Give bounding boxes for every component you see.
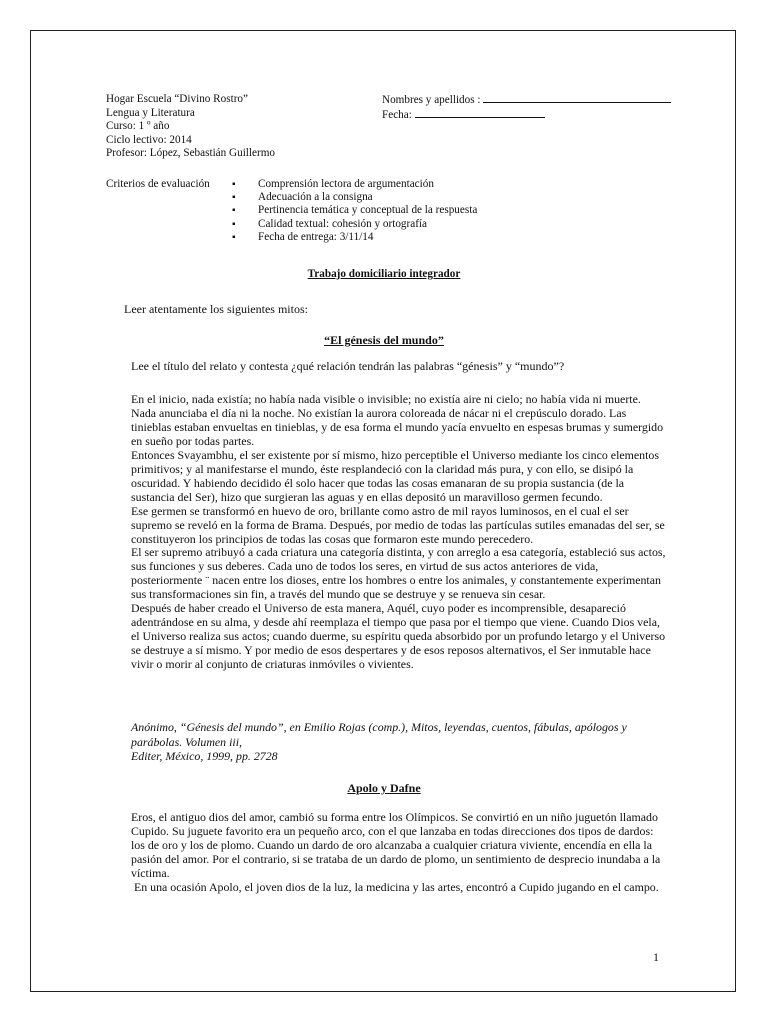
story1-body xyxy=(131,393,666,672)
story1-title: “El génesis del mundo” xyxy=(324,333,444,347)
intro-instruction: Leer atentamente los siguientes mitos: xyxy=(124,302,308,316)
story2-title: Apolo y Dafne xyxy=(347,781,421,795)
criteria-item: ▪ Pertinencia temática y conceptual de la respuesta xyxy=(232,204,477,217)
story2-body xyxy=(131,811,666,895)
name-blank-line xyxy=(483,93,671,103)
criteria-list xyxy=(232,178,477,244)
criteria-item: ▪ Comprensión lectora de argumentación xyxy=(232,178,477,191)
student-fields xyxy=(382,93,712,122)
story1-question: Lee el título del relato y contesta ¿qué relación tendrán las palabras “génesis” y “mundo”? xyxy=(131,359,565,373)
school-header xyxy=(106,93,366,161)
criteria-item: ▪ Calidad textual: cohesión y ortografía xyxy=(232,218,477,231)
citation-line: Anónimo, “Génesis del mundo”, en Emilio Rojas (comp.), Mitos, leyendas, cuentos, fábulas, apólogos y parábolas. Volumen iii, xyxy=(131,720,627,749)
school-name: Hogar Escuela “Divino Rostro” xyxy=(106,93,248,105)
name-field xyxy=(382,93,712,108)
course-info: Curso: 1 º año xyxy=(106,120,170,133)
page-number: 1 xyxy=(653,950,659,964)
criteria-label: Criterios de evaluación xyxy=(106,178,210,190)
teacher-info: Profesor: López, Sebastián Guillermo xyxy=(106,147,276,160)
citation-line: Editer, México, 1999, pp. 2728 xyxy=(131,749,278,763)
assignment-title: Trabajo domiciliario integrador xyxy=(307,268,461,280)
criteria-item: ▪ Adecuación a la consigna xyxy=(232,191,477,204)
name-label: Nombres y apellidos : xyxy=(382,94,481,106)
story1-citation xyxy=(131,720,666,764)
date-field xyxy=(382,108,712,123)
story1-paragraph: Entonces Svayambhu, el ser existente por sí mismo, hizo perceptible el Universo mediante los cinco elementos primitivos; y al manifestarse el mundo, éste resplandeció con la claridad más pura, y con ello, se disipó la oscuridad. Y habiendo decidido él solo hacer que todas las cosas emanaran de su propia sustancia (de la sustancia del Ser), hizo que surgieran las aguas y en ellas depositó un maravilloso germen fecundo. xyxy=(131,447,660,504)
story2-paragraph: Eros, el antiguo dios del amor, cambió su forma entre los Olímpicos. Se convirtió en un niño juguetón llamado Cupido. Su juguete favorito era un pequeño arco, con el que lanzaba en todas direcciones dos tipos de dardos: los de oro y los de plomo. Cuando un dardo de oro alcanzaba a cualquier criatura viviente, encendía en ella la pasión del amor. Por el contrario, si se trataba de un dardo de plomo, un sentimiento de desprecio inundaba a la víctima. xyxy=(131,810,661,880)
document-page xyxy=(30,30,736,992)
story1-paragraph: Después de haber creado el Universo de esta manera, Aquél, cuyo poder es incomprensible, desapareció adentrándose en su alma, y desde ahí reemplaza el tiempo que pasa por el tiempo que viene. Cuando Dios vela, el Universo realiza sus actos; cuando duerme, su espíritu queda absorbido por un profundo letargo y el Universo se destruye a sí mismo. Y por medio de esos despertares y de esos reposos alternativos, el Ser inmutable hace vivir o morir al conjunto de criaturas inmóviles o vivientes. xyxy=(131,601,666,672)
story1-paragraph: En el inicio, nada existía; no había nada visible o invisible; no existía aire ni cielo; no había vida ni muerte. Nada anunciaba el día ni la noche. No existían la aurora coloreada de nácar ni el crepúsculo dorado. Las tinieblas estaban envueltas en tinieblas, y de esa forma el mundo yacía envuelto en espesas brumas y sumergido en sueño por todas partes. xyxy=(131,392,664,448)
date-label: Fecha: xyxy=(382,108,412,121)
criteria-item: ▪ Fecha de entrega: 3/11/14 xyxy=(232,231,477,244)
story2-paragraph: En una ocasión Apolo, el joven dios de la luz, la medicina y las artes, encontró a Cupido jugando en el campo. xyxy=(131,879,659,894)
date-blank-line xyxy=(415,108,545,118)
story1-paragraph: El ser supremo atribuyó a cada criatura una categoría distinta, y con arreglo a esa categoría, estableció sus actos, sus funciones y sus deberes. Cada uno de todos los seres, en virtud de sus actos anteriores de vida, posteriormente ¨ nacen entre los dioses, entre los hombres o entre los animales, y constantemente experimentan sus transformaciones sin fin, a través del mundo que se destruye y se renueva sin cesar. xyxy=(131,545,666,602)
story1-paragraph: Ese germen se transformó en huevo de oro, brillante como astro de mil rayos luminosos, en el cual el ser supremo se reveló en la forma de Brama. Después, por medio de todas las partículas sutiles emanadas del ser, se constituyeron los principios de todas las cosas que formaron este mundo perecedero. xyxy=(131,503,665,546)
cycle-info: Ciclo lectivo: 2014 xyxy=(106,133,192,146)
subject-name: Lengua y Literatura xyxy=(106,106,195,119)
